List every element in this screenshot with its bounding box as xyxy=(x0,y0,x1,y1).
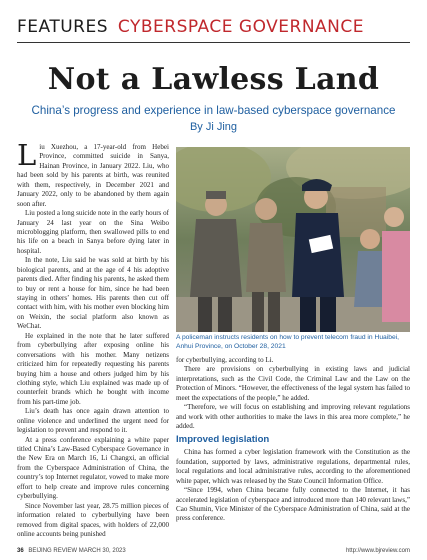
section-header xyxy=(17,13,410,43)
body-paragraph: At a press conference explaining a white paper titled China’s Law-Based Cyberspace Governance in the New Era on March 16, Li Changxi, an official from the Cyberspace Administration of China, the country’s top Internet regulator, vowed to make more effort to help create and improve rules concerning cyberbullying. xyxy=(17,435,169,501)
article-headline: Not a Lawless Land xyxy=(47,62,380,97)
body-paragraph: Since November last year, 28.75 million pieces of information related to cyberbullying have been removed from digital spaces, with holders of 22,000 online accounts being punished xyxy=(17,501,169,538)
page-footer-left xyxy=(17,548,126,554)
body-paragraph: He explained in the note that he later suffered from cyberbullying after exposing online his conversations with his mother. Many netizens criticized him for repeatedly requesting his parents buying him a house and others judged him by his clothing style, which Liu explained was made up of counterfeit brands which he bought with income from his part-time job. xyxy=(17,331,169,406)
article-photo xyxy=(176,147,410,332)
body-column-right xyxy=(176,356,410,544)
body-paragraph: Liu posted a long suicide note in the early hours of January 24 last year on the Sina Weibo microblogging platform, then swallowed pills to end his life on a beach in Sanya before dying later in hospital. xyxy=(17,209,169,255)
body-paragraph: Liu’s death has once again drawn attention to online violence and underlined the urgent need for legislation to prevent and respond to it. xyxy=(17,407,169,435)
publication-info: BEIJING REVIEW MARCH 30, 2023 xyxy=(28,548,126,554)
photo-illustration xyxy=(176,147,410,332)
body-paragraph: In the note, Liu said he was sold at birth by his biological parents, and at the age of 4 his adoptive parents died. After finding his parents, he asked them to buy or rent a house for him, since he had been staying in others’ homes. His parents then cut off contact with him, with his mother even blocking him on Weixin, the social platform also known as WeChat. xyxy=(17,256,169,331)
article-deck: China’s progress and experience in law-based cyberspace governance xyxy=(31,104,396,117)
body-paragraph: There are provisions on cyberbullying in existing laws and judicial interpretations, such as the Civil Code, the Criminal Law and the Law on the Protection of Minors. “However, the effectiveness of the legal system has failed to meet the expectations of the people,” he added. xyxy=(176,365,410,402)
section-subtitle: CYBERSPACE GOVERNANCE xyxy=(117,17,365,37)
body-column-left xyxy=(17,143,169,544)
body-paragraph: Liu Xuezhou, a 17-year-old from Hebei Province, committed suicide in Sanya, Hainan Province, in January 2022. Liu, who had been sold by his parents at birth, was reunited with them, respectively, in December 2021 and January 2022, only to be abandoned by them again soon after. xyxy=(17,143,169,208)
body-paragraph: for cyberbullying, according to Li. xyxy=(176,356,274,364)
article-byline: By Ji Jing xyxy=(189,121,238,133)
section-kicker: FEATURES xyxy=(17,17,109,37)
photo-caption: A policeman instructs residents on how to prevent telecom fraud in Huaibei, Anhui Province, on October 28, 2021 xyxy=(176,334,400,350)
body-paragraph: “Since 1994, when China became fully connected to the Internet, it has accelerated legislation of cyberspace and introduced more than 140 relevant laws,” Cao Shumin, Vice Minister of the Cyberspace Administration of China, said at the press conference. xyxy=(176,486,410,523)
section-label xyxy=(17,17,364,37)
drop-cap: L xyxy=(17,143,37,172)
body-paragraph: China has formed a cyber legislation framework with the Constitution as the foundation, supported by laws, administrative regulations, departmental rules, local regulations and local administrative rules, according to the aforementioned white paper, which was released by the State Council Information Office. xyxy=(176,448,410,485)
publication-url: http://www.bjreview.com xyxy=(345,548,410,554)
page-number: 36 xyxy=(17,548,24,554)
section-subheading: Improved legislation xyxy=(176,433,270,445)
body-paragraph: “Therefore, we will focus on establishing and improving relevant regulations and work with other authorities to make the laws in this area more complete,” he added. xyxy=(176,403,410,431)
